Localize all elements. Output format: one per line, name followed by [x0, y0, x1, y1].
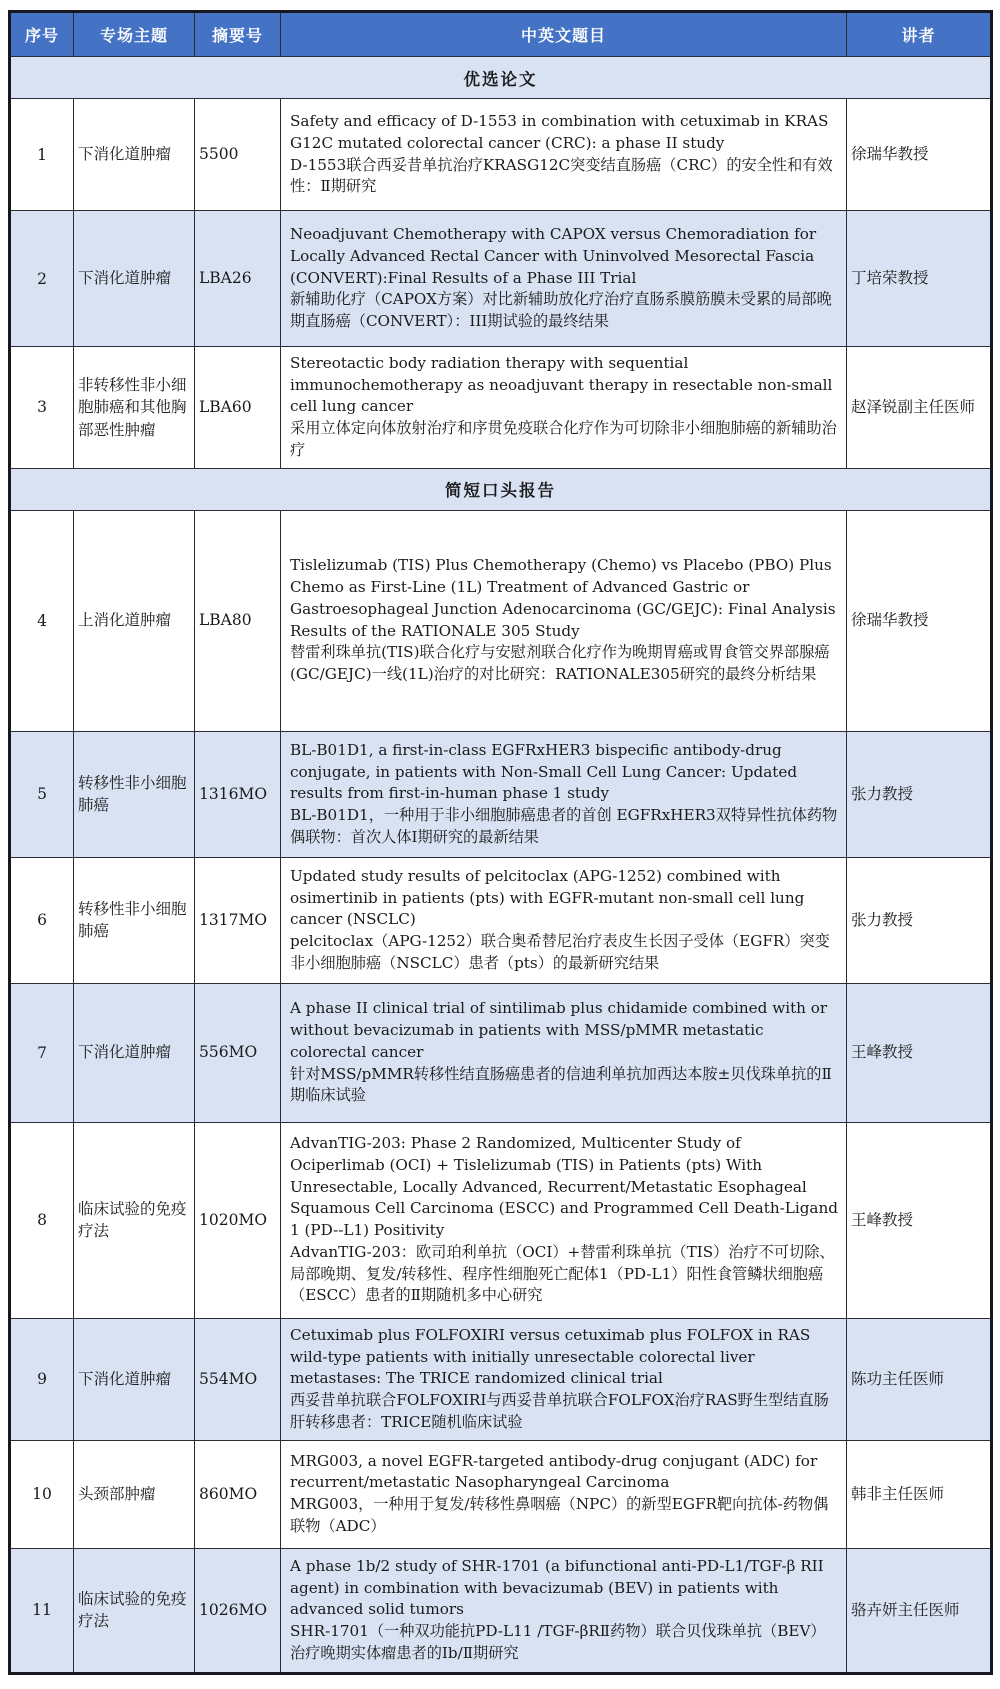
table-header-row [10, 12, 992, 57]
abstract-number: 1316MO [195, 731, 281, 857]
paper-title [281, 99, 847, 211]
speaker-name: 陈功主任医师 [847, 1318, 992, 1440]
paper-title-chinese: BL-B01D1，一种用于非小细胞肺癌患者的首创 EGFRxHER3双特异性抗体药物偶联物：首次人体I期研究的最新结果 [290, 806, 838, 846]
section-row-mini-oral [10, 468, 992, 510]
paper-title-chinese: 针对MSS/pMMR转移性结直肠癌患者的信迪利单抗加西达本胺±贝伐珠单抗的Ⅱ期临床试验 [290, 1064, 832, 1105]
row-number: 1 [10, 99, 74, 211]
paper-title [281, 1440, 847, 1548]
paper-title [281, 857, 847, 983]
row-number: 9 [10, 1318, 74, 1440]
table-row [10, 347, 992, 469]
paper-title [281, 731, 847, 857]
speaker-name: 骆卉妍主任医师 [847, 1548, 992, 1673]
paper-title [281, 1318, 847, 1440]
paper-title [281, 347, 847, 469]
section-title: 优选论文 [10, 57, 992, 99]
session-topic: 下消化道肿瘤 [74, 1318, 195, 1440]
speaker-name: 王峰教授 [847, 983, 992, 1122]
row-number: 10 [10, 1440, 74, 1548]
paper-title-english: Tislelizumab (TIS) Plus Chemotherapy (Chemo) vs Placebo (PBO) Plus Chemo as First-Line (1L) Treatment of Advanced Gastric or Gastroesophageal Junction Adenocarcinoma (GC/GEJC): Final Analysis Results of the RATIONALE 305 Study [290, 556, 836, 640]
row-number: 5 [10, 731, 74, 857]
paper-title-chinese: AdvanTIG-203：欧司珀利单抗（OCI）+替雷利珠单抗（TIS）治疗不可切除、局部晚期、复发/转移性、程序性细胞死亡配体1（PD-L1）阳性食管鳞状细胞癌（ESCC）患者的Ⅱ期随机多中心研究 [290, 1242, 835, 1305]
speaker-name: 张力教授 [847, 731, 992, 857]
speaker-name: 王峰教授 [847, 1122, 992, 1318]
column-header-session-topic: 专场主题 [74, 12, 195, 57]
speaker-name: 张力教授 [847, 857, 992, 983]
session-topic: 临床试验的免疫疗法 [74, 1122, 195, 1318]
table-row [10, 983, 992, 1122]
paper-title-english: A phase 1b/2 study of SHR-1701 (a bifunctional anti-PD-L1/TGF-β RII agent) in combination with bevacizumab (BEV) in patients with advanced solid tumors [290, 1556, 824, 1619]
row-number: 3 [10, 347, 74, 469]
table-row [10, 857, 992, 983]
session-topic: 临床试验的免疫疗法 [74, 1548, 195, 1673]
table-row [10, 99, 992, 211]
session-topic: 头颈部肿瘤 [74, 1440, 195, 1548]
session-topic: 下消化道肿瘤 [74, 983, 195, 1122]
section-row-selected-papers [10, 57, 992, 99]
session-topic: 转移性非小细胞肺癌 [74, 857, 195, 983]
section-title: 简短口头报告 [10, 468, 992, 510]
paper-title-english: Safety and efficacy of D-1553 in combination with cetuximab in KRAS G12C mutated colorectal cancer (CRC): a phase II study [290, 112, 829, 152]
session-topic: 下消化道肿瘤 [74, 99, 195, 211]
paper-title-chinese: 西妥昔单抗联合FOLFOXIRI与西妥昔单抗联合FOLFOX治疗RAS野生型结直肠肝转移患者：TRICE随机临床试验 [290, 1391, 829, 1431]
abstract-number: 1020MO [195, 1122, 281, 1318]
table-row [10, 1318, 992, 1440]
session-topic: 下消化道肿瘤 [74, 211, 195, 347]
abstract-number: 5500 [195, 99, 281, 211]
paper-title-chinese: 新辅助化疗（CAPOX方案）对比新辅助放化疗治疗直肠系膜筋膜未受累的局部晚期直肠癌（CONVERT）：III期试验的最终结果 [290, 290, 832, 331]
paper-title-english: Updated study results of pelcitoclax (APG-1252) combined with osimertinib in patients (pts) with EGFR-mutant non-small cell lung cancer (NSCLC) [290, 866, 805, 929]
table-row [10, 1440, 992, 1548]
conference-program-table [8, 10, 993, 1675]
session-topic: 转移性非小细胞肺癌 [74, 731, 195, 857]
column-header-title: 中英文题目 [281, 12, 847, 57]
speaker-name: 赵泽锐副主任医师 [847, 347, 992, 469]
column-header-speaker: 讲者 [847, 12, 992, 57]
paper-title-english: MRG003, a novel EGFR-targeted antibody-drug conjugant (ADC) for recurrent/metastatic Nasopharyngeal Carcinoma [290, 1451, 818, 1492]
paper-title-english: Cetuximab plus FOLFOXIRI versus cetuximab plus FOLFOX in RAS wild-type patients with initially unresectable colorectal liver metastases: The TRICE randomized clinical trial [290, 1325, 811, 1388]
column-header-abstract-no: 摘要号 [195, 12, 281, 57]
abstract-number: 1317MO [195, 857, 281, 983]
paper-title [281, 1548, 847, 1673]
session-topic: 非转移性非小细胞肺癌和其他胸部恶性肿瘤 [74, 347, 195, 469]
speaker-name: 丁培荣教授 [847, 211, 992, 347]
paper-title-english: Stereotactic body radiation therapy with sequential immunochemotherapy as neoadjuvant therapy in resectable non-small cell lung cancer [290, 354, 833, 416]
speaker-name: 徐瑞华教授 [847, 510, 992, 731]
paper-title [281, 1122, 847, 1318]
row-number: 2 [10, 211, 74, 347]
table-row [10, 1122, 992, 1318]
table-row [10, 1548, 992, 1673]
row-number: 4 [10, 510, 74, 731]
paper-title-english: AdvanTIG-203: Phase 2 Randomized, Multicenter Study of Ociperlimab (OCI) + Tislelizumab (TIS) in Patients (pts) With Unresectable, Locally Advanced, Recurrent/Metastatic Esophageal Squamous Cell Carcinoma (ESCC) and Programmed Cell Death-Ligand 1 (PD--L1) Positivity [290, 1134, 838, 1240]
paper-title [281, 211, 847, 347]
abstract-number: 556MO [195, 983, 281, 1122]
paper-title [281, 510, 847, 731]
paper-title-chinese: pelcitoclax（APG-1252）联合奥希替尼治疗表皮生长因子受体（EGFR）突变非小细胞肺癌（NSCLC）患者（pts）的最新研究结果 [290, 932, 830, 972]
paper-title-chinese: D-1553联合西妥昔单抗治疗KRASG12C突变结直肠癌（CRC）的安全性和有效性：Ⅱ期研究 [290, 155, 833, 196]
paper-title-english: Neoadjuvant Chemotherapy with CAPOX versus Chemoradiation for Locally Advanced Rectal Cancer with Uninvolved Mesorectal Fascia (CONVERT):Final Results of a Phase III Trial [290, 225, 817, 287]
table-row [10, 731, 992, 857]
row-number: 7 [10, 983, 74, 1122]
paper-title-english: A phase II clinical trial of sintilimab plus chidamide combined with or without bevacizumab in patients with MSS/pMMR metastatic colorectal cancer [290, 999, 828, 1061]
speaker-name: 韩非主任医师 [847, 1440, 992, 1548]
session-topic: 上消化道肿瘤 [74, 510, 195, 731]
column-header-serial: 序号 [10, 12, 74, 57]
table-row [10, 510, 992, 731]
paper-title-chinese: MRG003，一种用于复发/转移性鼻咽癌（NPC）的新型EGFR靶向抗体-药物偶联物（ADC） [290, 1495, 829, 1535]
row-number: 11 [10, 1548, 74, 1673]
table-row [10, 211, 992, 347]
paper-title-chinese: 采用立体定向体放射治疗和序贯免疫联合化疗作为可切除非小细胞肺癌的新辅助治疗 [290, 419, 837, 459]
paper-title-chinese: SHR-1701（一种双功能抗PD-L11 /TGF-βRⅡ药物）联合贝伐珠单抗（BEV）治疗晚期实体瘤患者的Ⅰb/Ⅱ期研究 [290, 1622, 826, 1662]
paper-title-english: BL-B01D1, a first-in-class EGFRxHER3 bispecific antibody-drug conjugate, in patients with Non-Small Cell Lung Cancer: Updated results from first-in-human phase 1 study [290, 740, 798, 803]
abstract-number: 860MO [195, 1440, 281, 1548]
abstract-number: LBA26 [195, 211, 281, 347]
row-number: 8 [10, 1122, 74, 1318]
paper-title [281, 983, 847, 1122]
speaker-name: 徐瑞华教授 [847, 99, 992, 211]
row-number: 6 [10, 857, 74, 983]
abstract-number: 554MO [195, 1318, 281, 1440]
paper-title-chinese: 替雷利珠单抗(TIS)联合化疗与安慰剂联合化疗作为晚期胃癌或胃食管交界部腺癌(GC/GEJC)一线(1L)治疗的对比研究：RATIONALE305研究的最终分析结果 [290, 643, 830, 684]
abstract-number: LBA60 [195, 347, 281, 469]
abstract-number: 1026MO [195, 1548, 281, 1673]
abstract-number: LBA80 [195, 510, 281, 731]
